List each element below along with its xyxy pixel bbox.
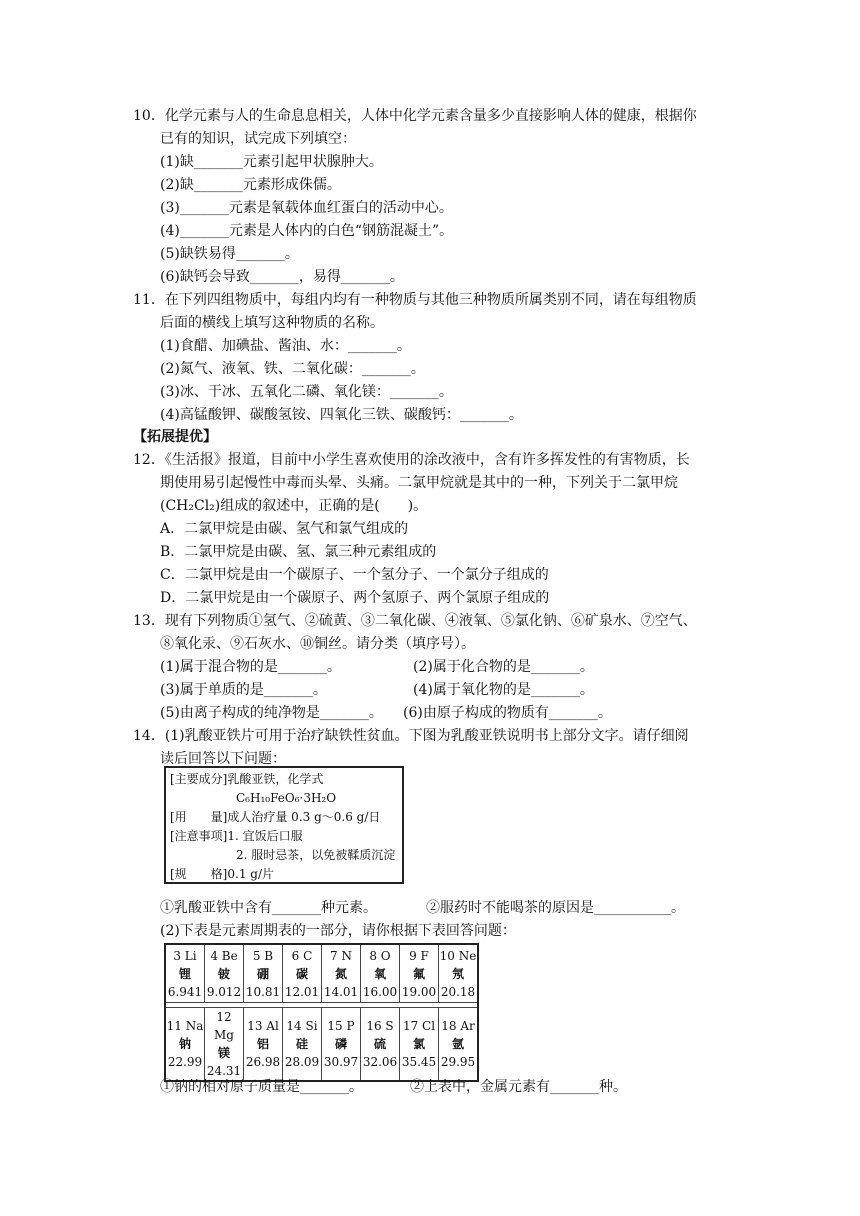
element-name: 铍 xyxy=(217,966,230,981)
q11-item-1: (1)食醋、加碘盐、酱油、水：_______。 xyxy=(160,338,411,354)
element-cell xyxy=(283,944,322,1003)
element-name: 氮 xyxy=(334,966,347,981)
q11-stem-line1: 11．在下列四组物质中，每组内均有一种物质与其他三种物质所属类别不同，请在每组物质 xyxy=(133,292,697,308)
element-mass: 12.01 xyxy=(284,984,320,999)
label-precaution-2: 2. 服时忌茶，以免被鞣质沉淀 xyxy=(236,848,396,862)
element-mass: 28.09 xyxy=(284,1055,320,1069)
element-cell xyxy=(361,1008,400,1082)
element-symbol: 14 Si xyxy=(286,1019,318,1033)
element-mass: 14.01 xyxy=(323,984,359,999)
q12-option-b: B．二氯甲烷是由碳、氢、氯三种元素组成的 xyxy=(160,544,437,560)
element-symbol: 12 Mg xyxy=(214,1010,234,1042)
q13-item-5: (5)由离子构成的纯净物是_______。 xyxy=(160,705,383,721)
q12-stem-line1: 12．《生活报》报道，目前中小学生喜欢使用的涂改液中，含有许多挥发性的有害物质，长 xyxy=(133,452,690,468)
q13-item-2: (2)属于化合物的是_______。 xyxy=(413,659,594,675)
element-name: 氧 xyxy=(373,966,386,981)
q13-stem-line1: 13．现有下列物质①氢气、②硫黄、③二氧化碳、④液氧、⑤氯化钠、⑥矿泉水、⑦空气、 xyxy=(133,613,697,629)
q11-stem-line2: 后面的横线上填写这种物质的名称。 xyxy=(160,315,384,331)
q14-2-question-a: ①钠的相对原子质量是_______。 xyxy=(160,1079,363,1095)
element-symbol: 6 C xyxy=(291,948,313,963)
element-mass: 24.31 xyxy=(206,1064,242,1078)
q10-item-2: (2)缺_______元素形成侏儒。 xyxy=(160,177,341,193)
element-cell xyxy=(361,944,400,1003)
q14-stem-line2: 读后回答以下问题： xyxy=(160,751,286,767)
element-cell xyxy=(244,944,283,1003)
element-cell xyxy=(165,1008,205,1082)
element-cell xyxy=(205,1008,244,1082)
q10-stem-line1: 10．化学元素与人的生命息息相关，人体中化学元素含量多少直接影响人体的健康，根据你 xyxy=(133,108,697,124)
element-symbol: 9 F xyxy=(409,948,429,963)
element-cell xyxy=(283,1008,322,1082)
element-name: 磷 xyxy=(334,1037,347,1051)
element-cell xyxy=(439,1008,479,1082)
element-mass: 10.81 xyxy=(245,984,281,999)
element-cell xyxy=(400,1008,439,1082)
element-symbol: 10 Ne xyxy=(439,948,477,963)
element-name: 铝 xyxy=(256,1037,269,1051)
element-mass: 20.18 xyxy=(440,984,476,999)
periodic-row-period-3 xyxy=(165,1008,478,1082)
q12-stem-line3: (CH₂Cl₂)组成的叙述中，正确的是( )。 xyxy=(160,498,428,514)
element-cell xyxy=(322,944,361,1003)
element-name: 氯 xyxy=(412,1037,425,1051)
q10-item-4: (4)_______元素是人体内的白色“钢筋混凝土”。 xyxy=(160,223,454,239)
q11-item-3: (3)冰、干冰、五氧化二磷、氧化镁：_______。 xyxy=(160,384,453,400)
element-name: 锂 xyxy=(178,966,191,981)
q10-item-1: (1)缺_______元素引起甲状腺肿大。 xyxy=(160,154,383,170)
element-symbol: 4 Be xyxy=(210,948,238,963)
label-precaution-1: [注意事项]1. 宜饭后口服 xyxy=(170,829,303,843)
q14-2-question-b: ②上表中，金属元素有_______种。 xyxy=(410,1079,627,1095)
q11-item-4: (4)高锰酸钾、碳酸氢铵、四氧化三铁、碳酸钙：_______。 xyxy=(160,407,523,423)
q12-stem-line2: 期使用易引起慢性中毒而头晕、头痛。二氯甲烷就是其中的一种，下列关于二氯甲烷 xyxy=(160,475,678,491)
element-mass: 26.98 xyxy=(245,1055,281,1069)
q14-part2-stem: (2)下表是元素周期表的一部分，请你根据下表回答问题： xyxy=(160,923,516,939)
element-name: 硫 xyxy=(373,1037,386,1051)
element-mass: 35.45 xyxy=(401,1055,437,1069)
q12-option-d: D．二氯甲烷是由一个碳原子、两个氢原子、两个氯原子组成的 xyxy=(160,590,550,606)
element-cell xyxy=(400,944,439,1003)
element-symbol: 13 Al xyxy=(247,1019,279,1033)
element-symbol: 16 S xyxy=(366,1019,394,1033)
element-symbol: 8 O xyxy=(369,948,391,963)
element-name: 硅 xyxy=(295,1037,308,1051)
q10-stem-line2: 已有的知识，试完成下列填空： xyxy=(160,131,356,147)
q14-stem-line1: 14．(1)乳酸亚铁片可用于治疗缺铁性贫血。下图为乳酸亚铁说明书上部分文字。请仔细阅 xyxy=(133,728,689,744)
q13-item-1: (1)属于混合物的是_______。 xyxy=(160,659,341,675)
q14-1-question-a: ①乳酸亚铁中含有_______种元素。 xyxy=(160,900,377,916)
q10-item-5: (5)缺铁易得_______。 xyxy=(160,246,299,262)
element-mass: 22.99 xyxy=(167,1055,203,1069)
q10-item-6: (6)缺钙会导致_______，易得_______。 xyxy=(160,269,404,285)
q13-item-4: (4)属于氧化物的是_______。 xyxy=(413,682,594,698)
element-cell xyxy=(165,944,205,1003)
q13-item-6: (6)由原子构成的物质有_______。 xyxy=(403,705,612,721)
periodic-table-excerpt xyxy=(164,943,479,1082)
element-cell xyxy=(244,1008,283,1082)
label-main-ingredient: [主要成分]乳酸亚铁，化学式 xyxy=(170,772,324,786)
element-mass: 9.012 xyxy=(206,984,242,999)
element-name: 镁 xyxy=(217,1046,230,1060)
element-name: 氖 xyxy=(451,966,464,981)
element-cell xyxy=(439,944,479,1003)
medicine-label-box xyxy=(164,766,404,884)
element-name: 碳 xyxy=(295,966,308,981)
element-symbol: 3 Li xyxy=(173,948,197,963)
element-name: 氟 xyxy=(412,966,425,981)
periodic-row-period-2 xyxy=(165,944,478,1003)
label-specification: [规 格]0.1 g/片 xyxy=(170,867,274,881)
q12-option-a: A．二氯甲烷是由碳、氢气和氯气组成的 xyxy=(160,521,409,537)
label-chemical-formula: C₆H₁₀FeO₆·3H₂O xyxy=(236,791,337,805)
element-cell xyxy=(322,1008,361,1082)
element-symbol: 5 B xyxy=(252,948,274,963)
q13-stem-line2: ⑧氧化汞、⑨石灰水、⑩铜丝。请分类（填序号）。 xyxy=(160,636,475,652)
element-mass: 19.00 xyxy=(401,984,437,999)
element-symbol: 11 Na xyxy=(166,1019,204,1033)
q10-item-3: (3)_______元素是氧载体血红蛋白的活动中心。 xyxy=(160,200,453,216)
label-dosage: [用 量]成人治疗量 0.3 g～0.6 g/日 xyxy=(170,810,381,824)
element-name: 硼 xyxy=(256,966,269,981)
element-cell xyxy=(205,944,244,1003)
element-mass: 30.97 xyxy=(323,1055,359,1069)
q11-item-2: (2)氮气、液氧、铁、二氧化碳：_______。 xyxy=(160,361,425,377)
q14-1-question-b: ②服药时不能喝茶的原因是___________。 xyxy=(426,900,685,916)
element-mass: 29.95 xyxy=(440,1055,476,1069)
element-name: 钠 xyxy=(178,1037,191,1051)
element-mass: 6.941 xyxy=(167,984,203,999)
q13-item-3: (3)属于单质的是_______。 xyxy=(160,682,327,698)
element-symbol: 17 Cl xyxy=(402,1019,436,1033)
element-symbol: 15 P xyxy=(327,1019,355,1033)
element-symbol: 7 N xyxy=(330,948,352,963)
section-heading: 【拓展提优】 xyxy=(133,429,217,445)
element-mass: 16.00 xyxy=(362,984,398,999)
q12-option-c: C．二氯甲烷是由一个碳原子、一个氢分子、一个氯分子组成的 xyxy=(160,567,549,583)
element-symbol: 18 Ar xyxy=(441,1019,475,1033)
element-mass: 32.06 xyxy=(362,1055,398,1069)
element-name: 氩 xyxy=(451,1037,464,1051)
